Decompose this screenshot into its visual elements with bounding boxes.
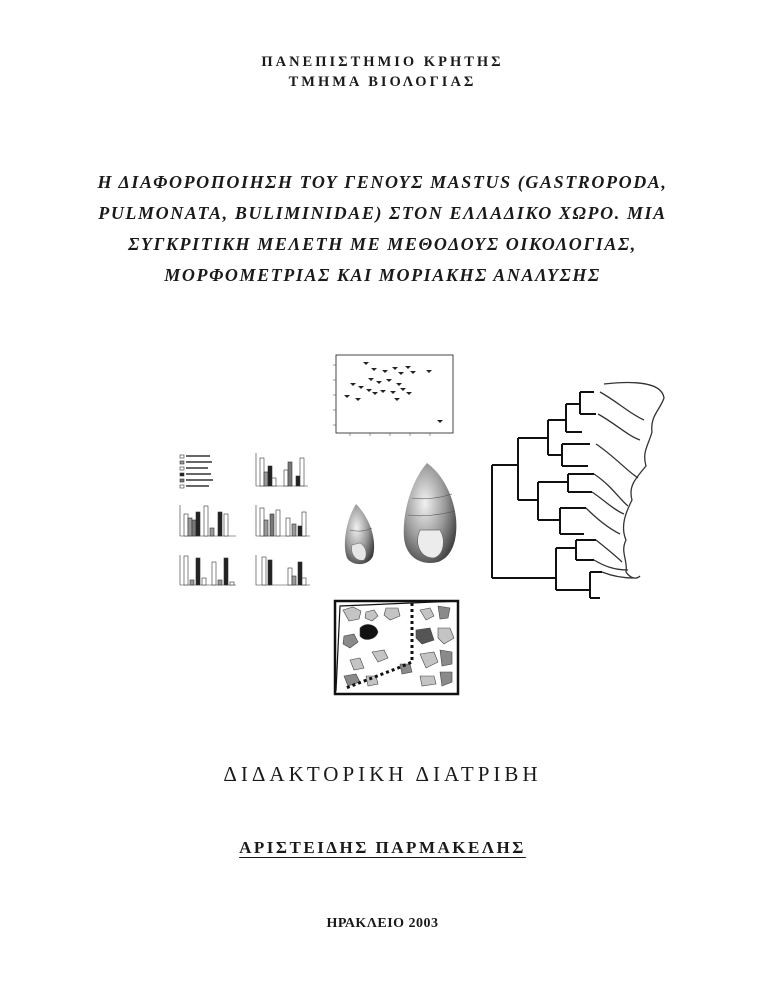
scatter-plot-illustration <box>333 355 453 436</box>
bar-chart-3 <box>256 505 310 536</box>
university-name: ΠΑΝΕΠΙΣΤΗΜΙΟ ΚΡΗΤΗΣ <box>261 54 504 70</box>
phylogenetic-tree-illustration <box>492 392 602 598</box>
department-name: ΤΜΗΜΑ ΒΙΟΛΟΓΙΑΣ <box>288 74 477 90</box>
habitat-map-illustration <box>335 601 458 694</box>
snail-shells-photo <box>345 463 457 564</box>
small-shell <box>345 504 374 564</box>
bar-chart-legend <box>180 455 213 488</box>
bar-chart-5 <box>256 555 310 585</box>
title-line-1: Η ΔΙΑΦΟΡΟΠΟΙΗΣΗ ΤΟΥ ΓΕΝΟΥΣ MASTUS (GASTROPODA, <box>97 172 668 192</box>
place-year: ΗΡΑΚΛΕΙΟ 2003 <box>326 916 439 931</box>
title-line-3: ΣΥΓΚΡΙΤΙΚΗ ΜΕΛΕΤΗ ΜΕ ΜΕΘΟΔΟΥΣ ΟΙΚΟΛΟΓΙΑΣ, <box>128 234 637 254</box>
title-line-2: PULMONATA, BULIMINIDAE) ΣΤΟΝ ΕΛΛΑΔΙΚΟ ΧΩΡΟ. ΜΙΑ <box>98 203 667 223</box>
bar-chart-4 <box>180 555 236 585</box>
greece-map-outline <box>586 383 664 579</box>
bar-chart-1 <box>256 453 308 486</box>
author-name: ΑΡΙΣΤΕΙΔΗΣ ΠΑΡΜΑΚΕΛΗΣ <box>239 838 526 857</box>
large-shell <box>404 463 457 563</box>
document-type: ΔΙΔΑΚΤΟΡΙΚΗ ΔΙΑΤΡΙΒΗ <box>223 762 542 786</box>
title-line-4: ΜΟΡΦΟΜΕΤΡΙΑΣ ΚΑΙ ΜΟΡΙΑΚΗΣ ΑΝΑΛΥΣΗΣ <box>164 265 601 285</box>
bar-charts-illustration <box>180 453 310 585</box>
bar-chart-2 <box>180 505 236 536</box>
